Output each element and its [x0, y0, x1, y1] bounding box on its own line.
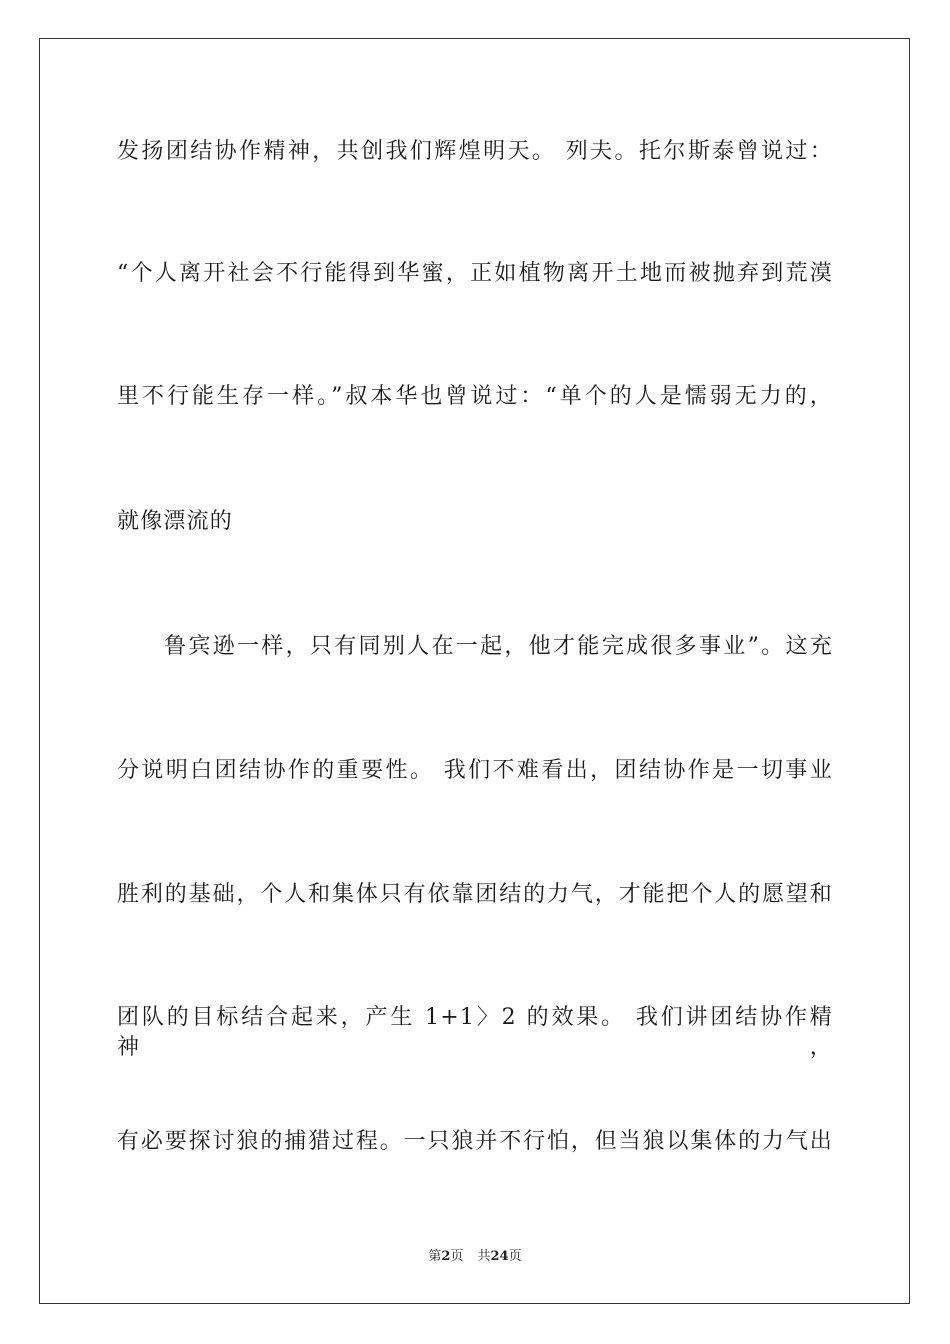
- body-line-8: 团队的目标结合起来，产生 1+1〉2 的效果。 我们讲团结协作精神，: [117, 1005, 833, 1060]
- page-prefix: 第: [428, 1249, 442, 1264]
- body-line-9: 有必要探讨狼的捕猎过程。一只狼并不行怕，但当狼以集体的力气出: [117, 1129, 833, 1154]
- body-line-5: 鲁宾逊一样，只有同别人在一起，他才能完成很多事业”。这充: [164, 634, 833, 659]
- page-total: 24: [490, 1249, 509, 1264]
- body-line-2: “个人离开社会不行能得到华蜜，正如植物离开土地而被抛弃到荒漠: [117, 261, 833, 286]
- body-line-3: 里不行能生存一样。”叔本华也曾说过：“单个的人是懦弱无力的，: [117, 384, 833, 409]
- body-line-1: 发扬团结协作精神，共创我们辉煌明天。 列夫。托尔斯泰曾说过：: [117, 139, 833, 164]
- body-line-7: 胜利的基础，个人和集体只有依靠团结的力气，才能把个人的愿望和: [117, 882, 833, 907]
- body-line-6: 分说明白团结协作的重要性。 我们不难看出，团结协作是一切事业: [117, 758, 833, 783]
- page-footer: [0, 1248, 950, 1266]
- page-suffix: 页: [450, 1249, 464, 1264]
- total-prefix: 共: [477, 1249, 491, 1264]
- page-current: 2: [441, 1249, 451, 1264]
- total-suffix: 页: [508, 1249, 522, 1264]
- page-border: [39, 38, 910, 1304]
- body-line-4: 就像漂流的: [117, 509, 234, 534]
